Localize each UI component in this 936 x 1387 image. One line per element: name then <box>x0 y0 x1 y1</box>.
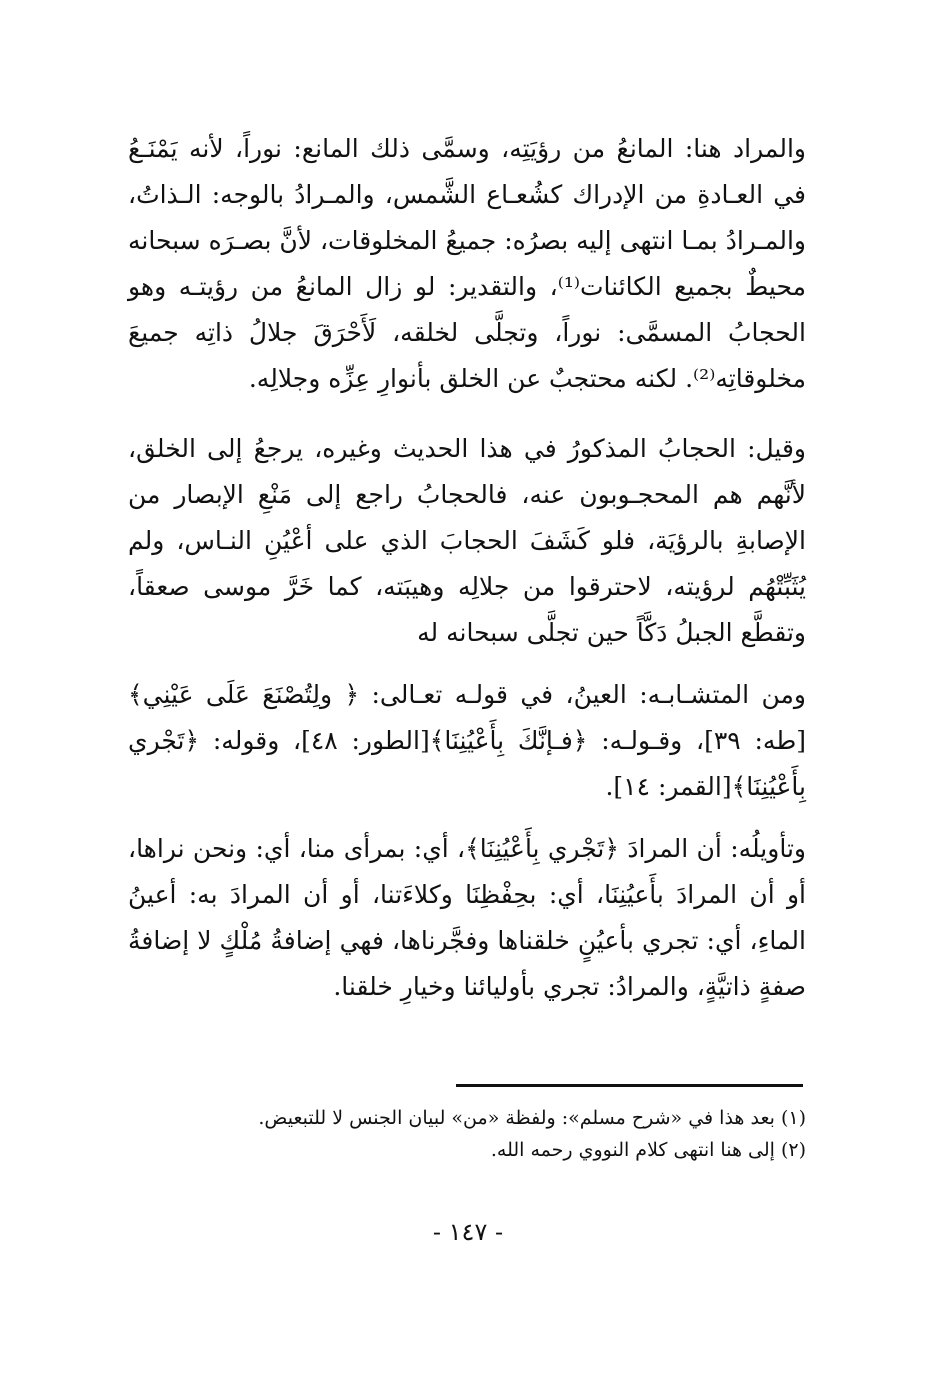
main-text <box>128 126 806 1010</box>
footnote-1: (١) بعد هذا في «شرح مسلم»: ولفظة «من» لبيان الجنس لا للتبعيض. <box>258 1107 806 1129</box>
paragraph-veil-meaning: والمراد هنا: المانعُ من رؤيَتِه، وسمَّى ذلك المانع: نوراً، لأنه يَمْنَـعُ في العـادةِ من الإدراك كشُعـاع الشَّمس، والمـرادُ بالوجه: الـذاتُ، والمـرادُ بمـا انتهى إليه بصرُه: جميعُ المخلوقات، لأنَّ بصـرَه سبحانه محيطٌ بجميع الكائنات⁽¹⁾، والتقدير: لو زال المانعُ من رؤيتـه وهو الحجابُ المسمَّى: نوراً، وتجلَّى لخلقه، لَأَحْرَقَ جلالُ ذاتِه جميعَ مخلوقاتِه⁽²⁾. لكنه محتجبٌ عن الخلق بأنوارِ عِزِّه وجلالِه. <box>128 134 806 393</box>
paragraph-interpretation: وتأويلُه: أن المرادَ ﴿تَجْري بِأَعْيُنِنَا﴾، أي: بمرأى منا، أي: ونحن نراها، أو أن المرادَ بأَعيُنِنَا، أي: بحِفْظِنَا وكلاءَتنا، أو أن المرادَ به: أعينُ الماءِ، أي: تجري بأعيُنٍ خلقناها وفجَّرناها، فهي إضافةُ مُلْكٍ لا إضافةُ صفةٍ ذاتيَّةٍ، والمرادُ: تجري بأوليائنا وخيارِ خلقنا. <box>128 834 806 1001</box>
footnote-2: (٢) إلى هنا انتهى كلام النووي رحمه الله. <box>490 1139 806 1161</box>
paragraph-ambiguous-eye: ومن المتشـابـه: العينُ، في قولـه تعـالى: ﴿ ولِتُصْنَعَ عَلَى عَيْنِي﴾[طه: ٣٩]، وقـولـه: ﴿فـإنَّكَ بِأَعْيُنِنَا﴾[الطور: ٤٨]، وقوله: ﴿تَجْري بِأَعْيُنِنَا﴾[القمر: ١٤]. <box>128 680 806 801</box>
page-number: - ١٤٧ - <box>432 1218 504 1246</box>
footnotes <box>128 1102 806 1166</box>
footnote-divider <box>456 1084 803 1087</box>
paragraph-veil-creation: وقيل: الحجابُ المذكورُ في هذا الحديث وغيره، يرجعُ إلى الخلق، لأنَّهم هم المحجـوبون عنه، فالحجابُ راجع إلى مَنْعِ الإبصار من الإصابةِ بالرؤيَة، فلو كَشَفَ الحجابَ الذي على أعْيُنِ النـاس، ولم يُثَبِّتْهُم لرؤيته، لاحترقوا من جلالِه وهيبَته، كما خَرَّ موسى صعقاً، وتقطَّع الجبلُ دَكَّاً حين تجلَّى سبحانه له <box>128 434 806 647</box>
